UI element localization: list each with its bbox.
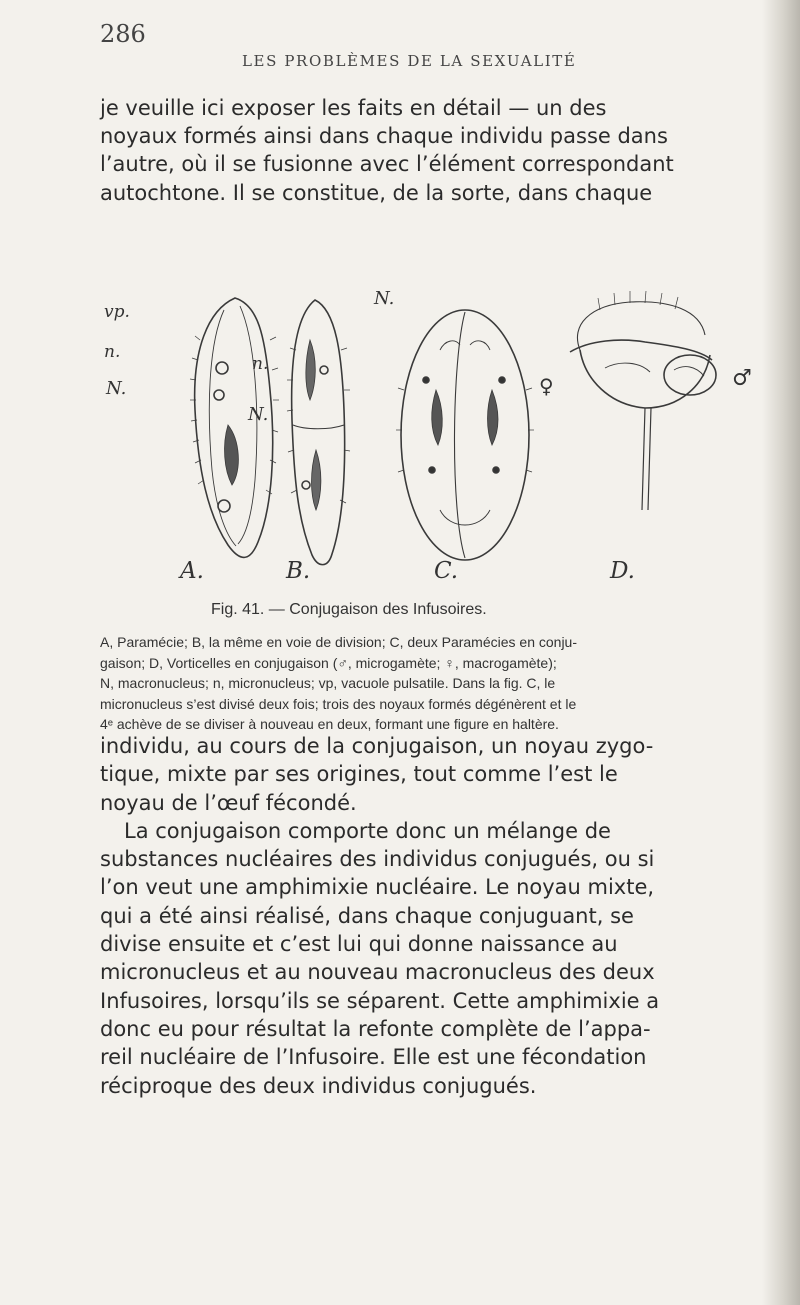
running-title: LES PROBLÈMES DE LA SEXUALITÉ	[242, 52, 577, 70]
text-line: autochtone. Il se constitue, de la sorte, dans chaque	[100, 180, 653, 205]
text-line: individu, au cours de la conjugaison, un noyau zygo-	[100, 734, 654, 758]
paramecium-a-drawing	[190, 298, 279, 557]
vorticellae-d-drawing	[570, 291, 716, 510]
panel-label-a: A.	[180, 558, 204, 584]
page-number: 286	[100, 20, 146, 48]
text-line: l’on veut une amphimixie nucléaire. Le noyau mixte,	[100, 875, 655, 900]
text-line: La conjugaison comporte donc un mélange de	[124, 818, 611, 843]
text-line: Infusoires, lorsqu’ils se séparent. Cette amphimixie a	[100, 988, 660, 1013]
paragraph-top	[100, 94, 735, 207]
text-line: donc eu pour résultat la refonte complète de l’appa-	[100, 1016, 651, 1041]
figure-illustration	[100, 280, 740, 590]
text-line: micronucleus et au nouveau macronucleus des deux	[100, 960, 655, 985]
text-line: réciproque des deux individus conjugués.	[100, 1073, 537, 1098]
text-line: divise ensuite et c’est lui qui donne naissance au	[100, 932, 618, 957]
paramecia-c-drawing	[396, 310, 534, 560]
label-N-b: N.	[248, 404, 269, 425]
text-line: tique, mixte par ses origines, tout comme l’est le	[100, 762, 618, 787]
legend-line: micronucleus s’est divisé deux fois; trois des noyaux formés dégénèrent et le	[100, 695, 577, 712]
figure-caption: Fig. 41. — Conjugaison des Infusoires.	[211, 601, 487, 618]
legend-line: A, Paramécie; B, la même en voie de division; C, deux Paramécies en conju-	[100, 634, 578, 650]
figure-legend	[100, 632, 735, 735]
text-line: je veuille ici exposer les faits en détail — un des	[100, 96, 607, 120]
label-N-a: N.	[106, 378, 127, 399]
text-line: reil nucléaire de l’Infusoire. Elle est une fécondation	[100, 1045, 647, 1070]
legend-line: gaison; D, Vorticelles en conjugaison (♂, microgamète; ♀, macrogamète);	[100, 654, 557, 671]
panel-label-b: B.	[286, 558, 311, 584]
panel-label-c: C.	[434, 558, 459, 584]
paragraph-bottom	[100, 732, 735, 1100]
text-line: noyau de l’œuf fécondé.	[100, 790, 357, 815]
label-n-b: n.	[252, 354, 269, 374]
label-vp: vp.	[104, 302, 130, 322]
male-symbol: ♂	[732, 366, 752, 391]
text-line: l’autre, où il se fusionne avec l’élément correspondant	[100, 152, 674, 177]
text-line: noyaux formés ainsi dans chaque individu passe dans	[100, 124, 668, 149]
page-edge-shadow	[762, 0, 800, 1305]
legend-line: N, macronucleus; n, micronucleus; vp, vacuole pulsatile. Dans la fig. C, le	[100, 675, 556, 691]
text-line: substances nucléaires des individus conjugués, ou si	[100, 847, 655, 872]
panel-label-d: D.	[610, 558, 635, 584]
label-n-a: n.	[104, 342, 121, 362]
figure-41	[100, 280, 752, 590]
label-N-c: N.	[374, 288, 395, 309]
paramecium-b-drawing	[287, 300, 350, 565]
female-symbol: ♀	[539, 374, 554, 398]
legend-line: 4ᵉ achève de se diviser à nouveau en deux, formant une figure en haltère.	[100, 716, 559, 732]
text-line: qui a été ainsi réalisé, dans chaque conjuguant, se	[100, 903, 634, 928]
